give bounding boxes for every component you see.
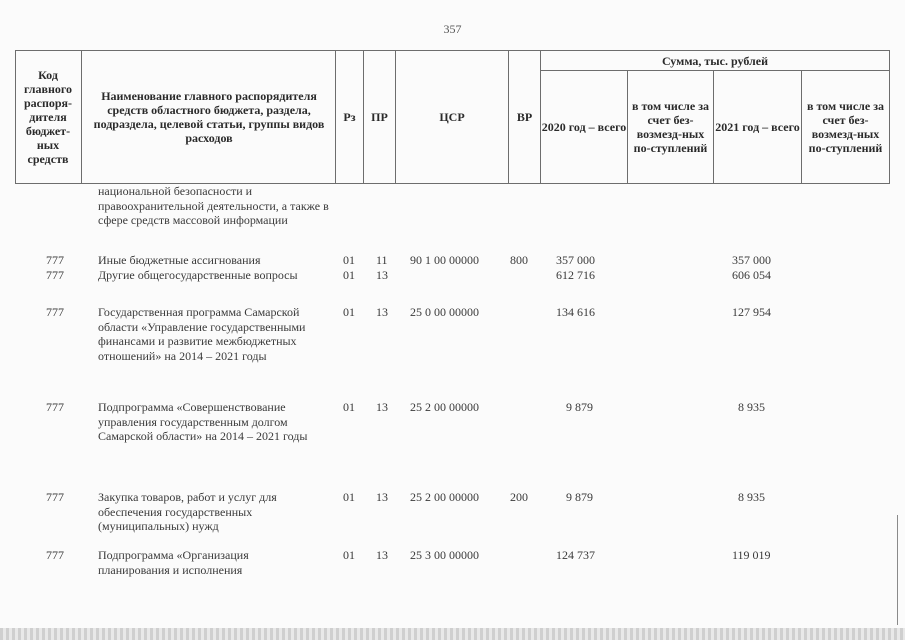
row-6-pr: 13 (376, 548, 388, 562)
header-rz: Рз (343, 110, 356, 124)
row-4-name: Подпрограмма «Совершенствование управления государственным долгом Самарской области» на 2014 – 2021 годы (98, 400, 308, 444)
row-2-sum-2020: 612 716 (556, 268, 595, 282)
row-6-sum-2020: 124 737 (556, 548, 595, 562)
row-1-code: 777 (46, 253, 64, 267)
row-1-csr: 90 1 00 00000 (410, 253, 479, 267)
row-1-sum-2021: 357 000 (732, 253, 771, 267)
header-2021-incl: в том числе за счет без-возмезд-ных по-ступлений (806, 99, 885, 155)
header-2020-total: 2020 год – всего (541, 120, 627, 134)
header-sum: Сумма, тыс. рублей (661, 53, 769, 68)
header-2020-incl: в том числе за счет без-возмезд-ных по-ступлений (631, 99, 710, 155)
scan-bottom-edge (0, 628, 905, 640)
header-vr: ВР (516, 110, 533, 124)
row-6-code: 777 (46, 548, 64, 562)
row-5-name: Закупка товаров, работ и услуг для обеспечения государственных (муниципальных) нужд (98, 490, 277, 534)
row-5-sum-2020: 9 879 (566, 490, 593, 504)
row-4-csr: 25 2 00 00000 (410, 400, 479, 414)
header-2021-total: 2021 год – всего (715, 120, 800, 134)
row-6-name: Подпрограмма «Организация планирования и исполнения (98, 548, 249, 577)
row-3-sum-2020: 134 616 (556, 305, 595, 319)
row-1-rz: 01 (343, 253, 355, 267)
row-3-pr: 13 (376, 305, 388, 319)
scan-edge-line (897, 515, 898, 625)
row-2-code: 777 (46, 268, 64, 282)
row-2-sum-2021: 606 054 (732, 268, 771, 282)
row-4-sum-2021: 8 935 (738, 400, 765, 414)
row-4-pr: 13 (376, 400, 388, 414)
header-pr: ПР (371, 110, 388, 124)
row-5-pr: 13 (376, 490, 388, 504)
row-3-csr: 25 0 00 00000 (410, 305, 479, 319)
row-4-sum-2020: 9 879 (566, 400, 593, 414)
row-5-rz: 01 (343, 490, 355, 504)
row-1-name: Иные бюджетные ассигнования (98, 253, 261, 267)
row-3-name: Государственная программа Самарской области «Управление государственными финансами и развитие межбюджетных отношений» на 2014 – 2021 годы (98, 305, 306, 363)
row-0-name: национальной безопасности и правоохранительной деятельности, а также в сфере средств массовой информации (98, 184, 329, 228)
row-1-sum-2020: 357 000 (556, 253, 595, 267)
header-name: Наименование главного распорядителя средств областного бюджета, раздела, подраздела, целевой статьи, группы видов расходов (93, 89, 325, 145)
row-3-code: 777 (46, 305, 64, 319)
table-header (15, 50, 890, 184)
row-4-rz: 01 (343, 400, 355, 414)
row-5-sum-2021: 8 935 (738, 490, 765, 504)
row-1-pr: 11 (376, 253, 388, 267)
header-code: Код главного распоря-дителя бюджет-ных средств (23, 68, 73, 166)
row-2-pr: 13 (376, 268, 388, 282)
row-5-csr: 25 2 00 00000 (410, 490, 479, 504)
row-6-csr: 25 3 00 00000 (410, 548, 479, 562)
row-5-code: 777 (46, 490, 64, 504)
row-6-rz: 01 (343, 548, 355, 562)
row-3-sum-2021: 127 954 (732, 305, 771, 319)
row-6-sum-2021: 119 019 (732, 548, 771, 562)
row-1-vr: 800 (510, 253, 528, 267)
row-4-code: 777 (46, 400, 64, 414)
row-5-vr: 200 (510, 490, 528, 504)
row-2-rz: 01 (343, 268, 355, 282)
header-csr: ЦСР (439, 110, 465, 124)
row-2-name: Другие общегосударственные вопросы (98, 268, 298, 282)
row-3-rz: 01 (343, 305, 355, 319)
page-number: 357 (443, 22, 462, 36)
